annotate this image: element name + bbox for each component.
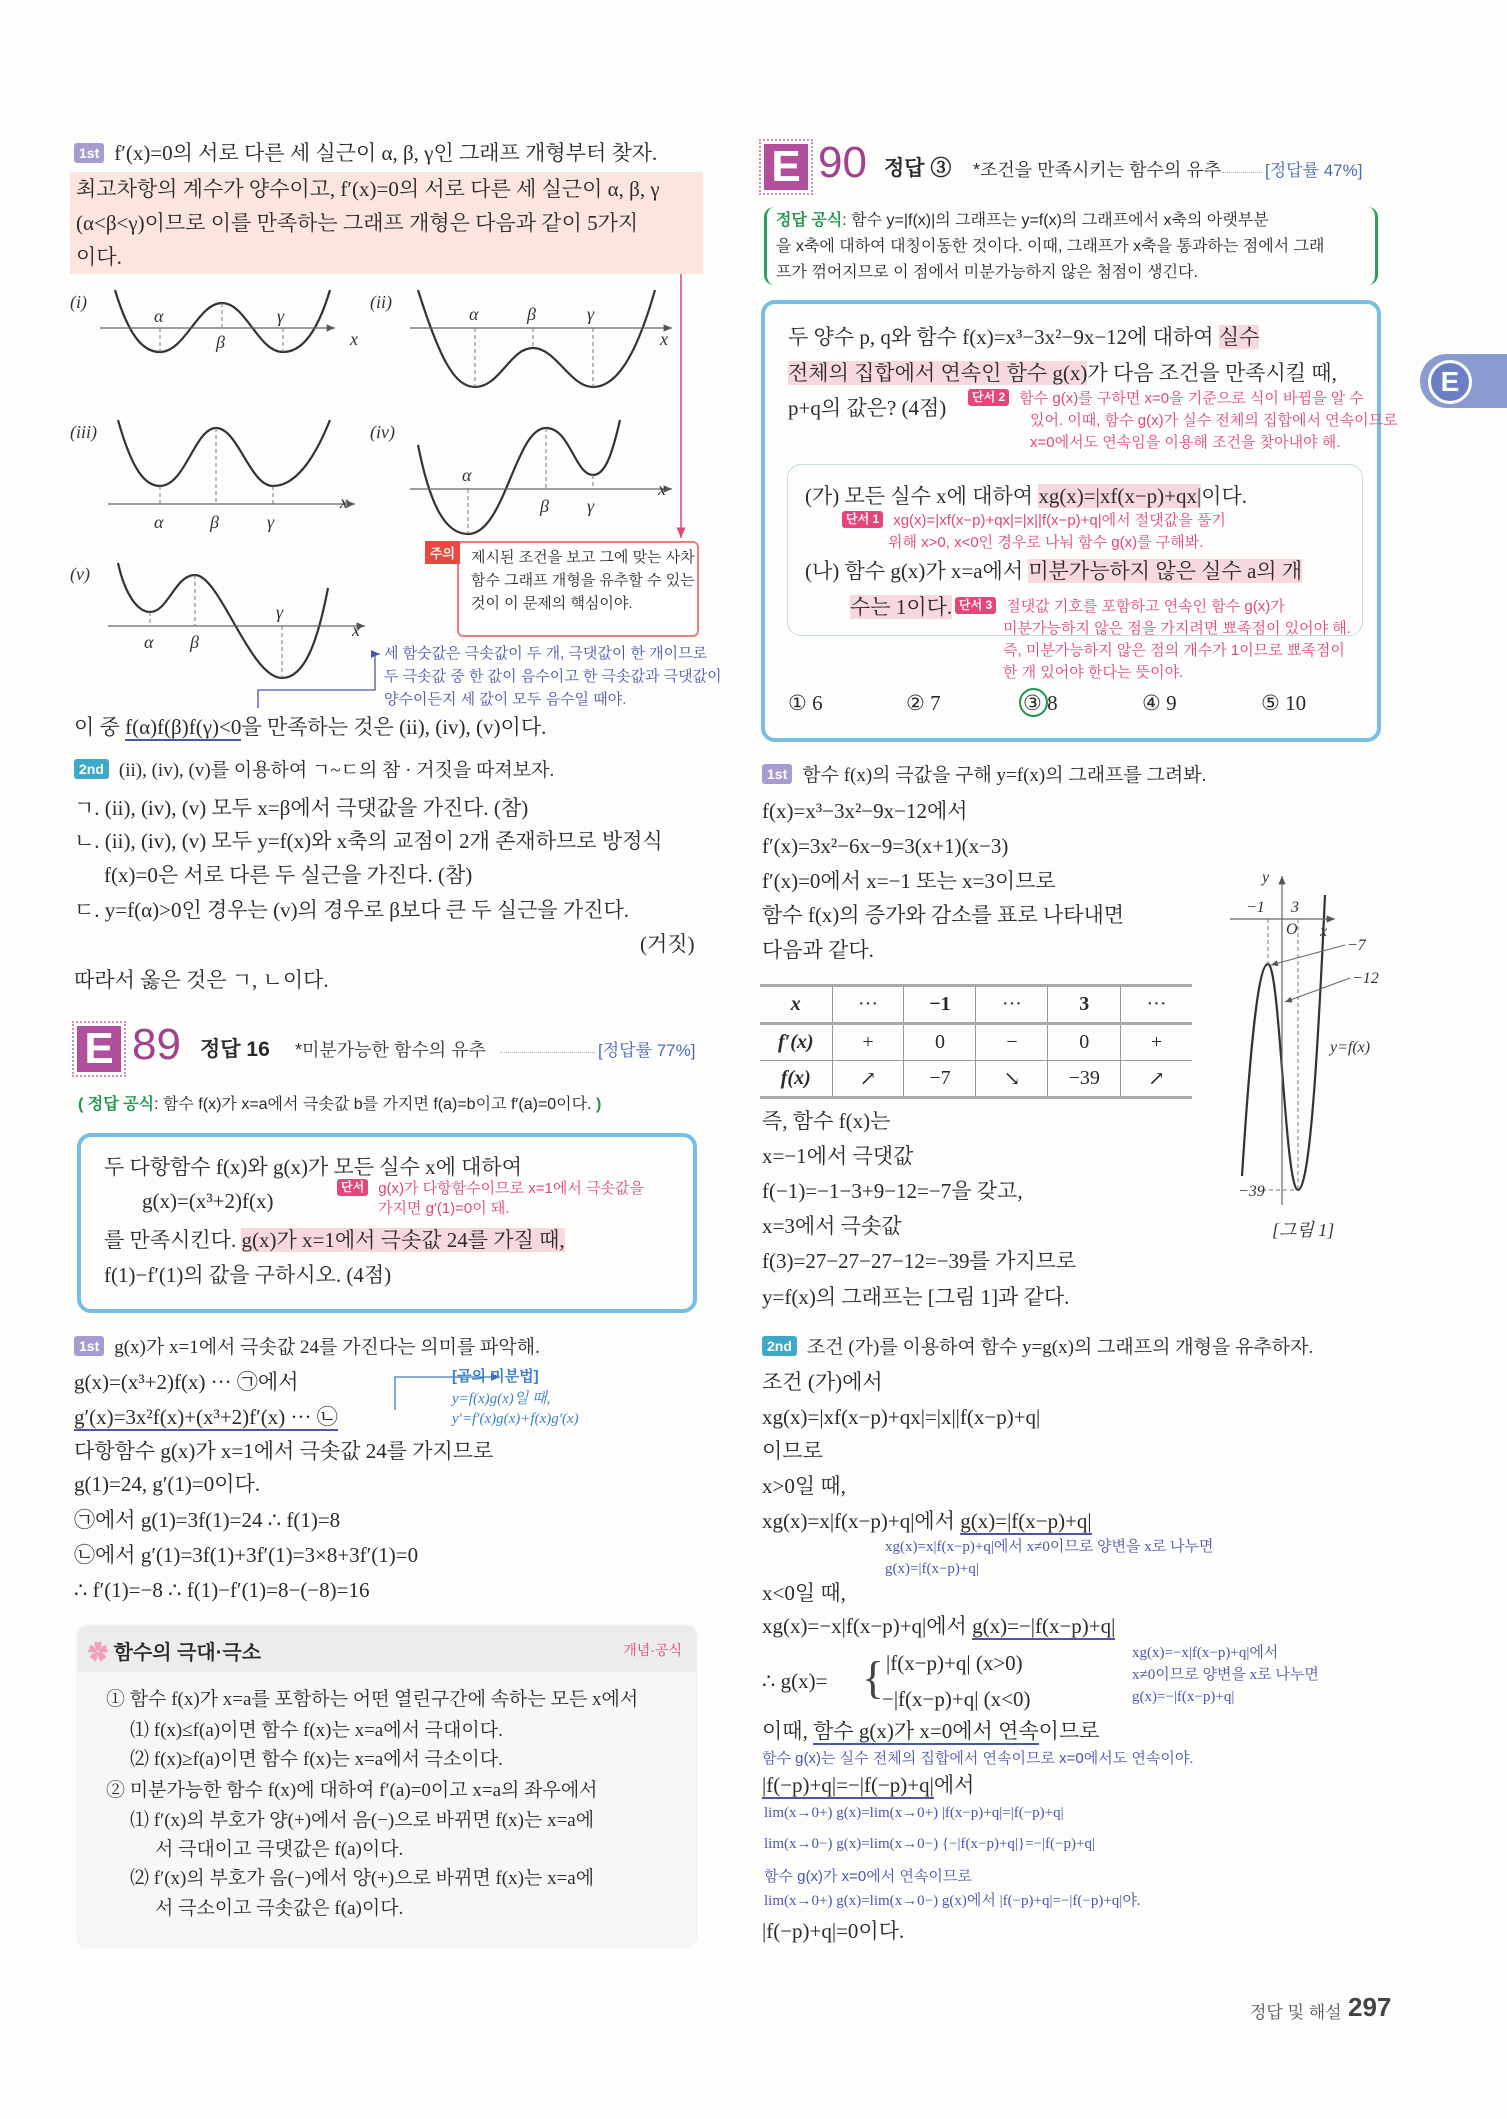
hint-line: 위해 x>0, x<0인 경우로 나눠 함수 g(x)를 구해봐. [888, 534, 1204, 551]
solution-line: f(−1)=−1−3+9−12=−7을 갖고, [762, 1179, 1023, 1203]
caution-badge: 주의 [425, 541, 460, 564]
step2-heading: 2nd (ii), (iv), (v)를 이용하여 ㄱ~ㄷ의 참 · 거짓을 따져보자. [74, 756, 554, 786]
solution-line: f′(x)=3x²−6x−9=3(x+1)(x−3) [762, 834, 1009, 858]
solution-line: g(1)=24, g′(1)=0이다. [74, 1472, 261, 1496]
beta-label: β [190, 632, 199, 652]
section-side-tab[interactable] [1420, 354, 1507, 408]
check-item: f(x)=0은 서로 다른 두 실근을 가진다. (참) [104, 863, 473, 887]
figure-tick-label: −1 [1246, 899, 1265, 916]
solution-line: 함수 f(x)의 증가와 감소를 표로 나타내면 [762, 903, 1125, 927]
solution-line: f(x)=x³−3x²−9x−12에서 [762, 799, 968, 823]
choice-2[interactable]: ② 7 [906, 691, 941, 715]
graph-label: (i) [70, 292, 87, 312]
side-note: xg(x)=−x|f(x−p)+q|에서 [1132, 1645, 1279, 1661]
topic-label: *미분가능한 함수의 유추 [295, 1040, 486, 1060]
alpha-label: α [462, 465, 472, 485]
page-number: 297 [1348, 1992, 1392, 2022]
beta-label: β [216, 332, 225, 352]
concept-item: ⑴ f′(x)의 부호가 양(+)에서 음(−)으로 바뀌면 f(x)는 x=a에 [130, 1810, 595, 1831]
problem-text: 를 만족시킨다. g(x)가 x=1에서 극솟값 24를 가질 때, [104, 1228, 565, 1252]
choice-4[interactable]: ④ 9 [1142, 691, 1177, 715]
problem-number: 89 [132, 1020, 181, 1069]
condition-a: (가) 모든 실수 x에 대하여 xg(x)=|xf(x−p)+qx|이다. [805, 484, 1248, 508]
piecewise-case: −|f(x−p)+q| (x<0) [882, 1687, 1031, 1711]
check-item: ㄴ. (ii), (iv), (v) 모두 y=f(x)와 x축의 교점이 2개 존재하므로 방정식 [74, 829, 663, 853]
x-label: x [660, 329, 668, 349]
problem-text: 두 다항함수 f(x)와 g(x)가 모든 실수 x에 대하여 [104, 1155, 523, 1179]
side-note: 함수 g(x)가 x=0에서 연속이므로 [764, 1868, 972, 1885]
highlight-line: 이다. [76, 245, 122, 269]
solution-line: ㉡에서 g′(1)=3f(1)+3f′(1)=3×8+3f′(1)=0 [74, 1543, 419, 1567]
x-label: x [350, 329, 358, 349]
flower-icon: ✿ [88, 1642, 114, 1664]
side-note: y=f(x)g(x)일 때, [452, 1391, 551, 1407]
hint: 단서 1 xg(x)=|xf(x−p)+qx|=|x||f(x−p)+q|에서 절댓값을 풀기 [842, 510, 1226, 532]
alpha-label: α [469, 304, 479, 324]
problem-text: p+q의 값은? (4점) [788, 396, 947, 420]
beta-label: β [527, 304, 536, 324]
x-label: x [340, 492, 348, 512]
concept-item: ① 함수 f(x)가 x=a를 포함하는 어떤 열린구간에 속하는 모든 x에서 [106, 1689, 639, 1710]
formula-line: 정답 공식: 함수 y=|f(x)|의 그래프는 y=f(x)의 그래프에서 x축의 아랫부분 [776, 212, 1269, 229]
formula-line: ( 정답 공식: 함수 f(x)가 x=a에서 극솟값 b를 가지면 f(a)=b이고 f′(a)=0이다. ) [78, 1096, 602, 1113]
graph-label: (iv) [370, 422, 395, 442]
gamma-label: γ [276, 602, 284, 622]
step1-heading: 1st g(x)가 x=1에서 극솟값 24를 가진다는 의미를 파악해. [74, 1333, 540, 1363]
solution-line: g′(x)=3x²f(x)+(x³+2)f′(x) ··· ㉡ [74, 1405, 338, 1429]
section-letter: E [77, 1026, 121, 1072]
graph-label: (iii) [70, 422, 97, 442]
check-item: ㄷ. y=f(α)>0인 경우는 (v)의 경우로 β보다 큰 두 실근을 가진다. [74, 898, 630, 922]
final-answer-line: 따라서 옳은 것은 ㄱ, ㄴ이다. [74, 968, 329, 992]
concept-item: 서 극소이고 극솟값은 f(a)이다. [155, 1898, 404, 1919]
beta-label: β [210, 512, 219, 532]
answer-label: 정답 ③ [884, 157, 952, 180]
answer-label: 정답 16 [200, 1038, 270, 1061]
note-line: 두 극솟값 중 한 값이 음수이고 한 극솟값과 극댓값이 [384, 668, 722, 685]
gamma-label: γ [277, 306, 285, 326]
figure-y-label: y [1262, 869, 1270, 886]
caution-box [457, 541, 699, 637]
piecewise-case: |f(x−p)+q| (x>0) [886, 1651, 1023, 1675]
brace-icon: { [862, 1652, 885, 1703]
figure-curve-label: y=f(x) [1330, 1039, 1371, 1056]
step1-heading: 1st 함수 f(x)의 극값을 구해 y=f(x)의 그래프를 그려봐. [762, 761, 1206, 791]
solution-line: |f(−p)+q|=−|f(−p)+q|에서 [762, 1773, 975, 1797]
hint-line: x=0에서도 연속임을 이용해 조건을 찾아내야 해. [1030, 434, 1341, 451]
choice-5[interactable]: ⑤ 10 [1261, 691, 1307, 715]
side-note: [곱의 미분법] [452, 1368, 539, 1385]
x-label: x [352, 620, 360, 640]
highlight-line: 최고차항의 계수가 양수이고, f′(x)=0의 서로 다른 세 실근이 α, β, γ [76, 177, 660, 201]
solution-line: g(x)=(x³+2)f(x) ··· ㉠에서 [74, 1370, 299, 1394]
hint: 단서 g(x)가 다항함수이므로 x=1에서 극솟값을 [337, 1178, 644, 1200]
solution-line: f(3)=27−27−27−12=−39를 가지므로 [762, 1249, 1077, 1273]
rate-label: [정답률 77%] [598, 1041, 696, 1060]
side-note: lim(x→0+) g(x)=lim(x→0−) g(x)에서 |f(−p)+q|=−|f(−p)+q|야. [764, 1893, 1141, 1909]
concept-item: ⑴ f(x)≤f(a)이면 함수 f(x)는 x=a에서 극대이다. [130, 1720, 503, 1741]
solution-line: x=3에서 극솟값 [762, 1214, 902, 1238]
note-line: 세 함숫값은 극솟값이 두 개, 극댓값이 한 개이므로 [384, 645, 708, 662]
figure-tick-label: −12 [1352, 970, 1379, 987]
hint-line: 미분가능하지 않은 점을 가지려면 뾰족점이 있어야 해. [1003, 620, 1351, 637]
alpha-label: α [154, 512, 164, 532]
formula-line: 을 x축에 대하여 대칭이동한 것이다. 이때, 그래프가 x축을 통과하는 점에서 그래 [776, 238, 1325, 255]
problem-text: 두 양수 p, q와 함수 f(x)=x³−3x²−9x−12에 대하여 실수 [788, 325, 1260, 349]
solution-line: xg(x)=|xf(x−p)+qx|=|x||f(x−p)+q| [762, 1405, 1041, 1429]
graph-iii-curve [118, 420, 330, 486]
solution-line: 즉, 함수 f(x)는 [762, 1109, 891, 1133]
choice-1[interactable]: ① 6 [788, 691, 823, 715]
condition-b-cont: 수는 1이다. [850, 595, 953, 619]
hint-line: 한 개 있어야 한다는 뜻이야. [1003, 664, 1184, 681]
side-note: lim(x→0+) g(x)=lim(x→0+) |f(x−p)+q|=|f(−p)+q| [764, 1805, 1064, 1821]
highlight-line: (α<β<γ)이므로 이를 만족하는 그래프 개형은 다음과 같이 5가지 [76, 211, 639, 235]
table-row: x ··· −1 ··· 3 ··· [760, 986, 1192, 1024]
sign-table [760, 984, 1192, 1099]
solution-line: xg(x)=−x|f(x−p)+q|에서 g(x)=−|f(x−p)+q| [762, 1614, 1116, 1638]
side-note: g(x)=−|f(x−p)+q| [1132, 1689, 1235, 1705]
condition-expr: f(α)f(β)f(γ)<0 [125, 715, 242, 739]
solution-line: y=f(x)의 그래프는 [그림 1]과 같다. [762, 1285, 1070, 1309]
graph-ii-curve [418, 290, 655, 387]
solution-line: 조건 (가)에서 [762, 1370, 883, 1394]
step2-heading: 2nd 조건 (가)를 이용하여 함수 y=g(x)의 그래프의 개형을 유추하자. [762, 1333, 1313, 1363]
hint: 단서 3 절댓값 기호를 포함하고 연속인 함수 g(x)가 [955, 596, 1285, 618]
side-note: lim(x→0−) g(x)=lim(x→0−) {−|f(x−p)+q|}=−|f(−p)+q| [764, 1836, 1095, 1852]
solution-line: ∴ f′(1)=−8 ∴ f(1)−f′(1)=8−(−8)=16 [74, 1578, 370, 1602]
figure-x-label: x [1320, 923, 1328, 940]
note-line: 양수이든지 세 값이 모두 음수일 때야. [384, 691, 627, 708]
alpha-label: α [144, 632, 154, 652]
concept-item: ⑵ f′(x)의 부호가 음(−)에서 양(+)으로 바뀌면 f(x)는 x=a에 [130, 1868, 595, 1889]
x-label: x [658, 479, 666, 499]
step-badge: 2nd [74, 759, 109, 779]
step-title: f′(x)=0의 서로 다른 세 실근이 α, β, γ인 그래프 개형부터 찾자. [114, 141, 658, 165]
side-note: xg(x)=x|f(x−p)+q|에서 x≠0이므로 양변을 x로 나누면 [885, 1539, 1214, 1555]
alpha-label: α [154, 306, 164, 326]
side-note: 함수 g(x)는 실수 전체의 집합에서 연속이므로 x=0에서도 연속이야. [762, 1750, 1194, 1767]
solution-line: x=−1에서 극댓값 [762, 1144, 914, 1168]
conclusion-line: 이 중 f(α)f(β)f(γ)<0을 만족하는 것은 (ii), (iv), (v)이다. [74, 715, 547, 739]
figure-tick-label: −39 [1238, 1183, 1265, 1200]
formula-line: 프가 꺾어지므로 이 점에서 미분가능하지 않은 첨점이 생긴다. [776, 264, 1198, 281]
figure-caption: [그림 1] [1272, 1220, 1335, 1240]
rate-label: [정답률 47%] [1265, 161, 1363, 180]
solution-line: 다음과 같다. [762, 938, 874, 962]
side-note: g(x)=|f(x−p)+q| [885, 1561, 979, 1577]
table-row: f(x) ↗ −7 ↘ −39 ↗ [760, 1061, 1192, 1098]
hint-line: 가지면 g′(1)=0이 돼. [378, 1200, 510, 1217]
figure1-curve [1242, 895, 1328, 1190]
topic-label: *조건을 만족시키는 함수의 유추 [973, 160, 1222, 180]
footer-label: 정답 및 해설 [1250, 2003, 1342, 2022]
hint-line: 있어. 이때, 함수 g(x)가 실수 전체의 집합에서 연속이므로 [1030, 412, 1398, 429]
figure-tick-label: 3 [1291, 899, 1299, 916]
hint-line: 즉, 미분가능하지 않은 점의 개수가 1이므로 뾰족점이 [1003, 642, 1345, 659]
solution-line: f′(x)=0에서 x=−1 또는 x=3이므로 [762, 869, 1056, 893]
concept-title: ✿ 함수의 극대·극소 [88, 1642, 262, 1664]
leader-dots [1222, 172, 1262, 173]
concept-item: ② 미분가능한 함수 f(x)에 대하여 f′(a)=0이고 x=a의 좌우에서 [106, 1780, 598, 1801]
piecewise-lhs: ∴ g(x)= [762, 1669, 828, 1693]
beta-label: β [540, 496, 549, 516]
choice-3-selected[interactable]: ③ 8 [1023, 691, 1058, 715]
step-badge: 1st [74, 143, 104, 163]
figure-tick-label: −7 [1347, 937, 1366, 954]
hint: 단서 2 함수 g(x)를 구하면 x=0을 기준으로 식이 바뀜을 알 수 [968, 388, 1364, 410]
graph-label: (ii) [370, 292, 392, 312]
gamma-label: γ [267, 512, 275, 532]
check-item: ㄱ. (ii), (iv), (v) 모두 x=β에서 극댓값을 가진다. (참) [74, 796, 529, 820]
problem-number: 90 [818, 138, 867, 187]
gamma-label: γ [587, 496, 595, 516]
concept-tag: 개념·공식 [623, 1642, 682, 1658]
solution-line: x>0일 때, [762, 1474, 846, 1498]
side-note: y′=f′(x)g(x)+f(x)g′(x) [452, 1411, 579, 1427]
check-verdict: (거짓) [640, 932, 695, 956]
solution-line: |f(−p)+q|=0이다. [762, 1919, 905, 1943]
solution-line: xg(x)=x|f(x−p)+q|에서 g(x)=|f(x−p)+q| [762, 1509, 1092, 1533]
solution-line: 이므로 [762, 1439, 823, 1463]
graph-label: (v) [70, 564, 90, 584]
figure-origin-label: O [1286, 921, 1298, 938]
leader-dots [500, 1052, 595, 1053]
concept-item: ⑵ f(x)≥f(a)이면 함수 f(x)는 x=a에서 극소이다. [130, 1749, 503, 1770]
problem-text: 전체의 집합에서 연속인 함수 g(x)가 다음 조건을 만족시킬 때, [788, 361, 1337, 385]
caution-text: 것이 이 문제의 핵심이야. [471, 595, 633, 612]
gamma-label: γ [587, 304, 595, 324]
problem-text: f(1)−f′(1)의 값을 구하시오. (4점) [104, 1263, 392, 1287]
section-letter: E [764, 144, 808, 190]
problem-equation: g(x)=(x³+2)f(x) [142, 1189, 274, 1213]
graph-iv-curve [418, 420, 620, 534]
solution-line: ㉠에서 g(1)=3f(1)=24 ∴ f(1)=8 [74, 1508, 341, 1532]
concept-item: 서 극대이고 극댓값은 f(a)이다. [155, 1839, 404, 1860]
side-tab-letter: E [1428, 360, 1472, 404]
solution-line: 다항함수 g(x)가 x=1에서 극솟값 24를 가지므로 [74, 1439, 494, 1463]
answer-circle-mark [1019, 688, 1048, 717]
caution-text: 제시된 조건을 보고 그에 맞는 사차 [471, 549, 695, 566]
solution-line: x<0일 때, [762, 1581, 846, 1605]
table-row: f′(x) + 0 − 0 + [760, 1024, 1192, 1061]
caution-text: 함수 그래프 개형을 유추할 수 있는 [471, 572, 695, 589]
condition-b: (나) 함수 g(x)가 x=a에서 미분가능하지 않은 실수 a의 개 [805, 559, 1303, 583]
side-note: x≠0이므로 양변을 x로 나누면 [1132, 1667, 1319, 1683]
solution-line: 이때, 함수 g(x)가 x=0에서 연속이므로 [762, 1719, 1100, 1743]
